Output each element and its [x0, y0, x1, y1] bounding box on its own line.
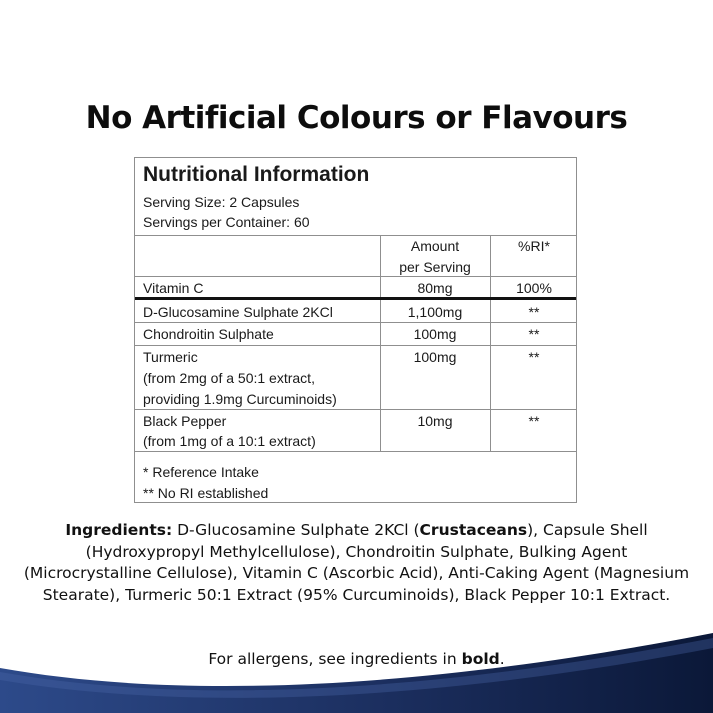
footnote-no-ri: ** No RI established — [143, 485, 269, 501]
servings-per-container: Servings per Container: 60 — [143, 214, 310, 230]
nutrient-detail: (from 1mg of a 10:1 extract) — [143, 433, 316, 449]
col-header-amount-line1: Amount — [410, 238, 460, 254]
nutrient-amount: 80mg — [417, 280, 453, 296]
allergen-note-bold: bold — [461, 650, 500, 668]
row-divider — [135, 451, 576, 452]
nutrient-ri: ** — [528, 304, 540, 320]
allergen-crustaceans: Crustaceans — [419, 521, 528, 539]
row-divider — [135, 322, 576, 323]
nutrition-panel — [134, 157, 577, 503]
ingredients-part-2: ), Capsule Shell (Hydroxypropyl Methylcellulose), Chondroitin Sulphate, Bulking Agent (Microcrystalline Cellulose), Vitamin C (Ascorbic Acid), Anti-Caking Agent (Magnesium Stearate), Turmeric 50:1 Extract (95% Curcuminoids), Black Pepper 10:1 Extract. — [23, 521, 690, 604]
ingredients-text — [20, 520, 693, 606]
nutrient-name: Vitamin C — [143, 280, 204, 296]
ingredients-part-1: D-Glucosamine Sulphate 2KCl ( — [172, 521, 420, 539]
footnote-reference-intake: * Reference Intake — [143, 464, 259, 480]
nutrient-amount: 1,100mg — [407, 304, 463, 320]
nutrient-amount: 10mg — [417, 413, 453, 429]
row-divider — [135, 276, 576, 277]
nutrient-name: Black Pepper — [143, 413, 227, 429]
serving-size: Serving Size: 2 Capsules — [143, 194, 300, 210]
nutrient-detail: providing 1.9mg Curcuminoids) — [143, 391, 337, 407]
nutrient-ri: ** — [528, 326, 540, 342]
nutrient-ri: ** — [528, 413, 540, 429]
nutrition-title: Nutritional Information — [143, 163, 370, 186]
row-divider — [135, 409, 576, 410]
allergen-note-suffix: . — [499, 650, 505, 668]
allergen-note — [0, 650, 713, 668]
nutrient-detail: (from 2mg of a 50:1 extract, — [143, 370, 315, 386]
headline: No Artificial Colours or Flavours — [85, 100, 628, 136]
nutrient-name: D-Glucosamine Sulphate 2KCl — [143, 304, 333, 320]
nutrient-amount: 100mg — [413, 326, 457, 342]
nutrient-ri: 100% — [516, 280, 552, 296]
nutrition-header — [135, 158, 576, 236]
col-header-amount-line2: per Serving — [399, 259, 471, 275]
nutrient-ri: ** — [528, 349, 540, 365]
allergen-note-prefix: For allergens, see ingredients in — [208, 650, 462, 668]
nutrient-name: Turmeric — [143, 349, 198, 365]
wave-shape — [0, 633, 713, 713]
nutrient-name: Chondroitin Sulphate — [143, 326, 274, 342]
row-divider — [135, 345, 576, 346]
col-header-ri: %RI* — [518, 238, 550, 254]
ingredients-label: Ingredients: — [65, 521, 173, 539]
nutrient-amount: 100mg — [413, 349, 457, 365]
